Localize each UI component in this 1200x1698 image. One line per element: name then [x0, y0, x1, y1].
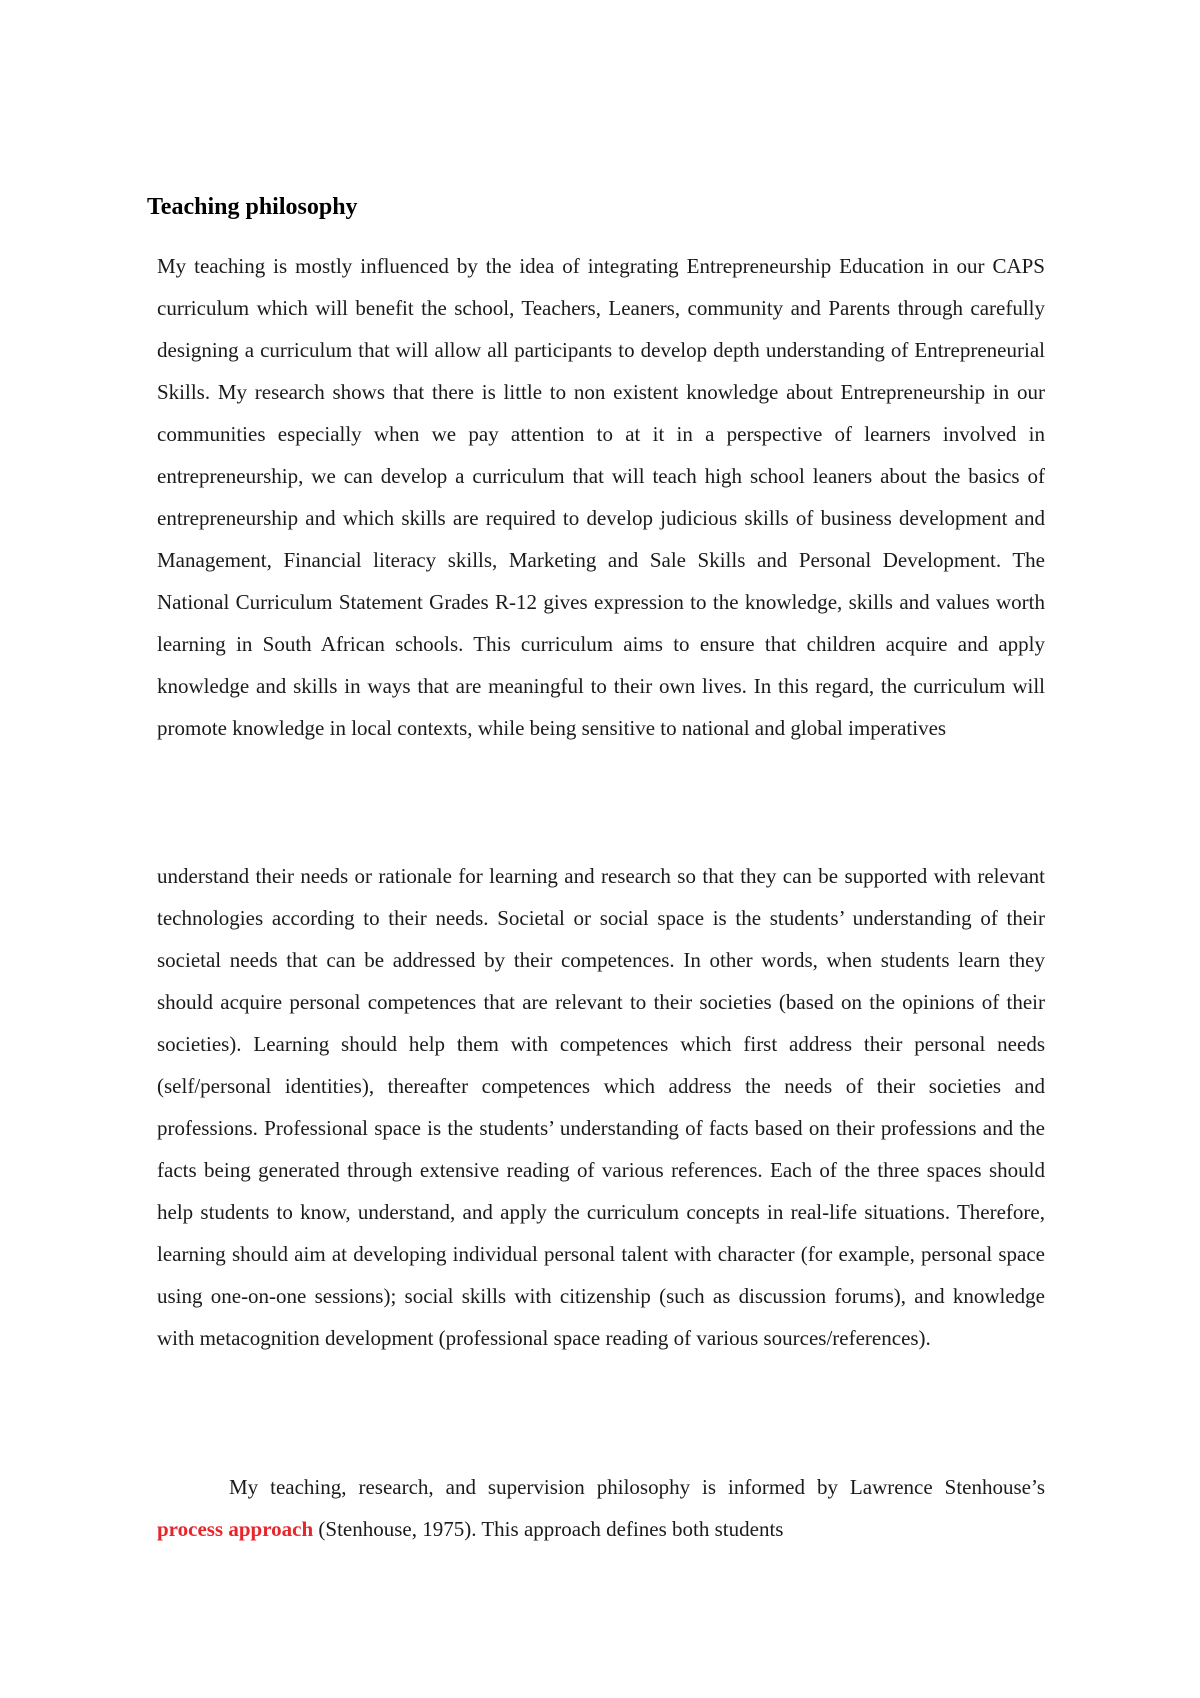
paragraph-process-approach — [157, 1466, 1045, 1550]
paragraph-entrepreneurship: My teaching is mostly influenced by the idea of integrating Entrepreneurship Education in our CAPS curriculum which will benefit the school, Teachers, Leaners, community and Parents through carefully designing a curriculum that will allow all participants to develop depth understanding of Entrepreneurial Skills. My research shows that there is little to non existent knowledge about Entrepreneurship in our communities especially when we pay attention to at it in a perspective of learners involved in entrepreneurship, we can develop a curriculum that will teach high school leaners about the basics of entrepreneurship and which skills are required to develop judicious skills of business development and Management, Financial literacy skills, Marketing and Sale Skills and Personal Development. The National Curriculum Statement Grades R-12 gives expression to the knowledge, skills and values worth learning in South African schools. This curriculum aims to ensure that children acquire and apply knowledge and skills in ways that are meaningful to their own lives. In this regard, the curriculum will promote knowledge in local contexts, while being sensitive to national and global imperatives — [157, 254, 1045, 740]
paragraph-spaces: understand their needs or rationale for learning and research so that they can be supported with relevant technologies according to their needs. Societal or social space is the students’ understanding of their societal needs that can be addressed by their competences. In other words, when students learn they should acquire personal competences that are relevant to their societies (based on the opinions of their societies). Learning should help them with competences which first address their personal needs (self/personal identities), thereafter competences which address the needs of their societies and professions. Professional space is the students’ understanding of facts based on their professions and the facts being generated through extensive reading of various references. Each of the three spaces should help students to know, understand, and apply the curriculum concepts in real-life situations. Therefore, learning should aim at developing individual personal talent with character (for example, personal space using one-on-one sessions); social skills with citizenship (such as discussion forums), and knowledge with metacognition development (professional space reading of various sources/references). — [157, 864, 1045, 1350]
document-title: Teaching philosophy — [147, 194, 358, 220]
paragraph-text-after: (Stenhouse, 1975). This approach defines both students — [313, 1517, 784, 1541]
highlighted-term: process approach — [157, 1517, 314, 1541]
paragraph-text-before: My teaching, research, and supervision philosophy is informed by Lawrence Stenhouse’s — [229, 1475, 1045, 1499]
